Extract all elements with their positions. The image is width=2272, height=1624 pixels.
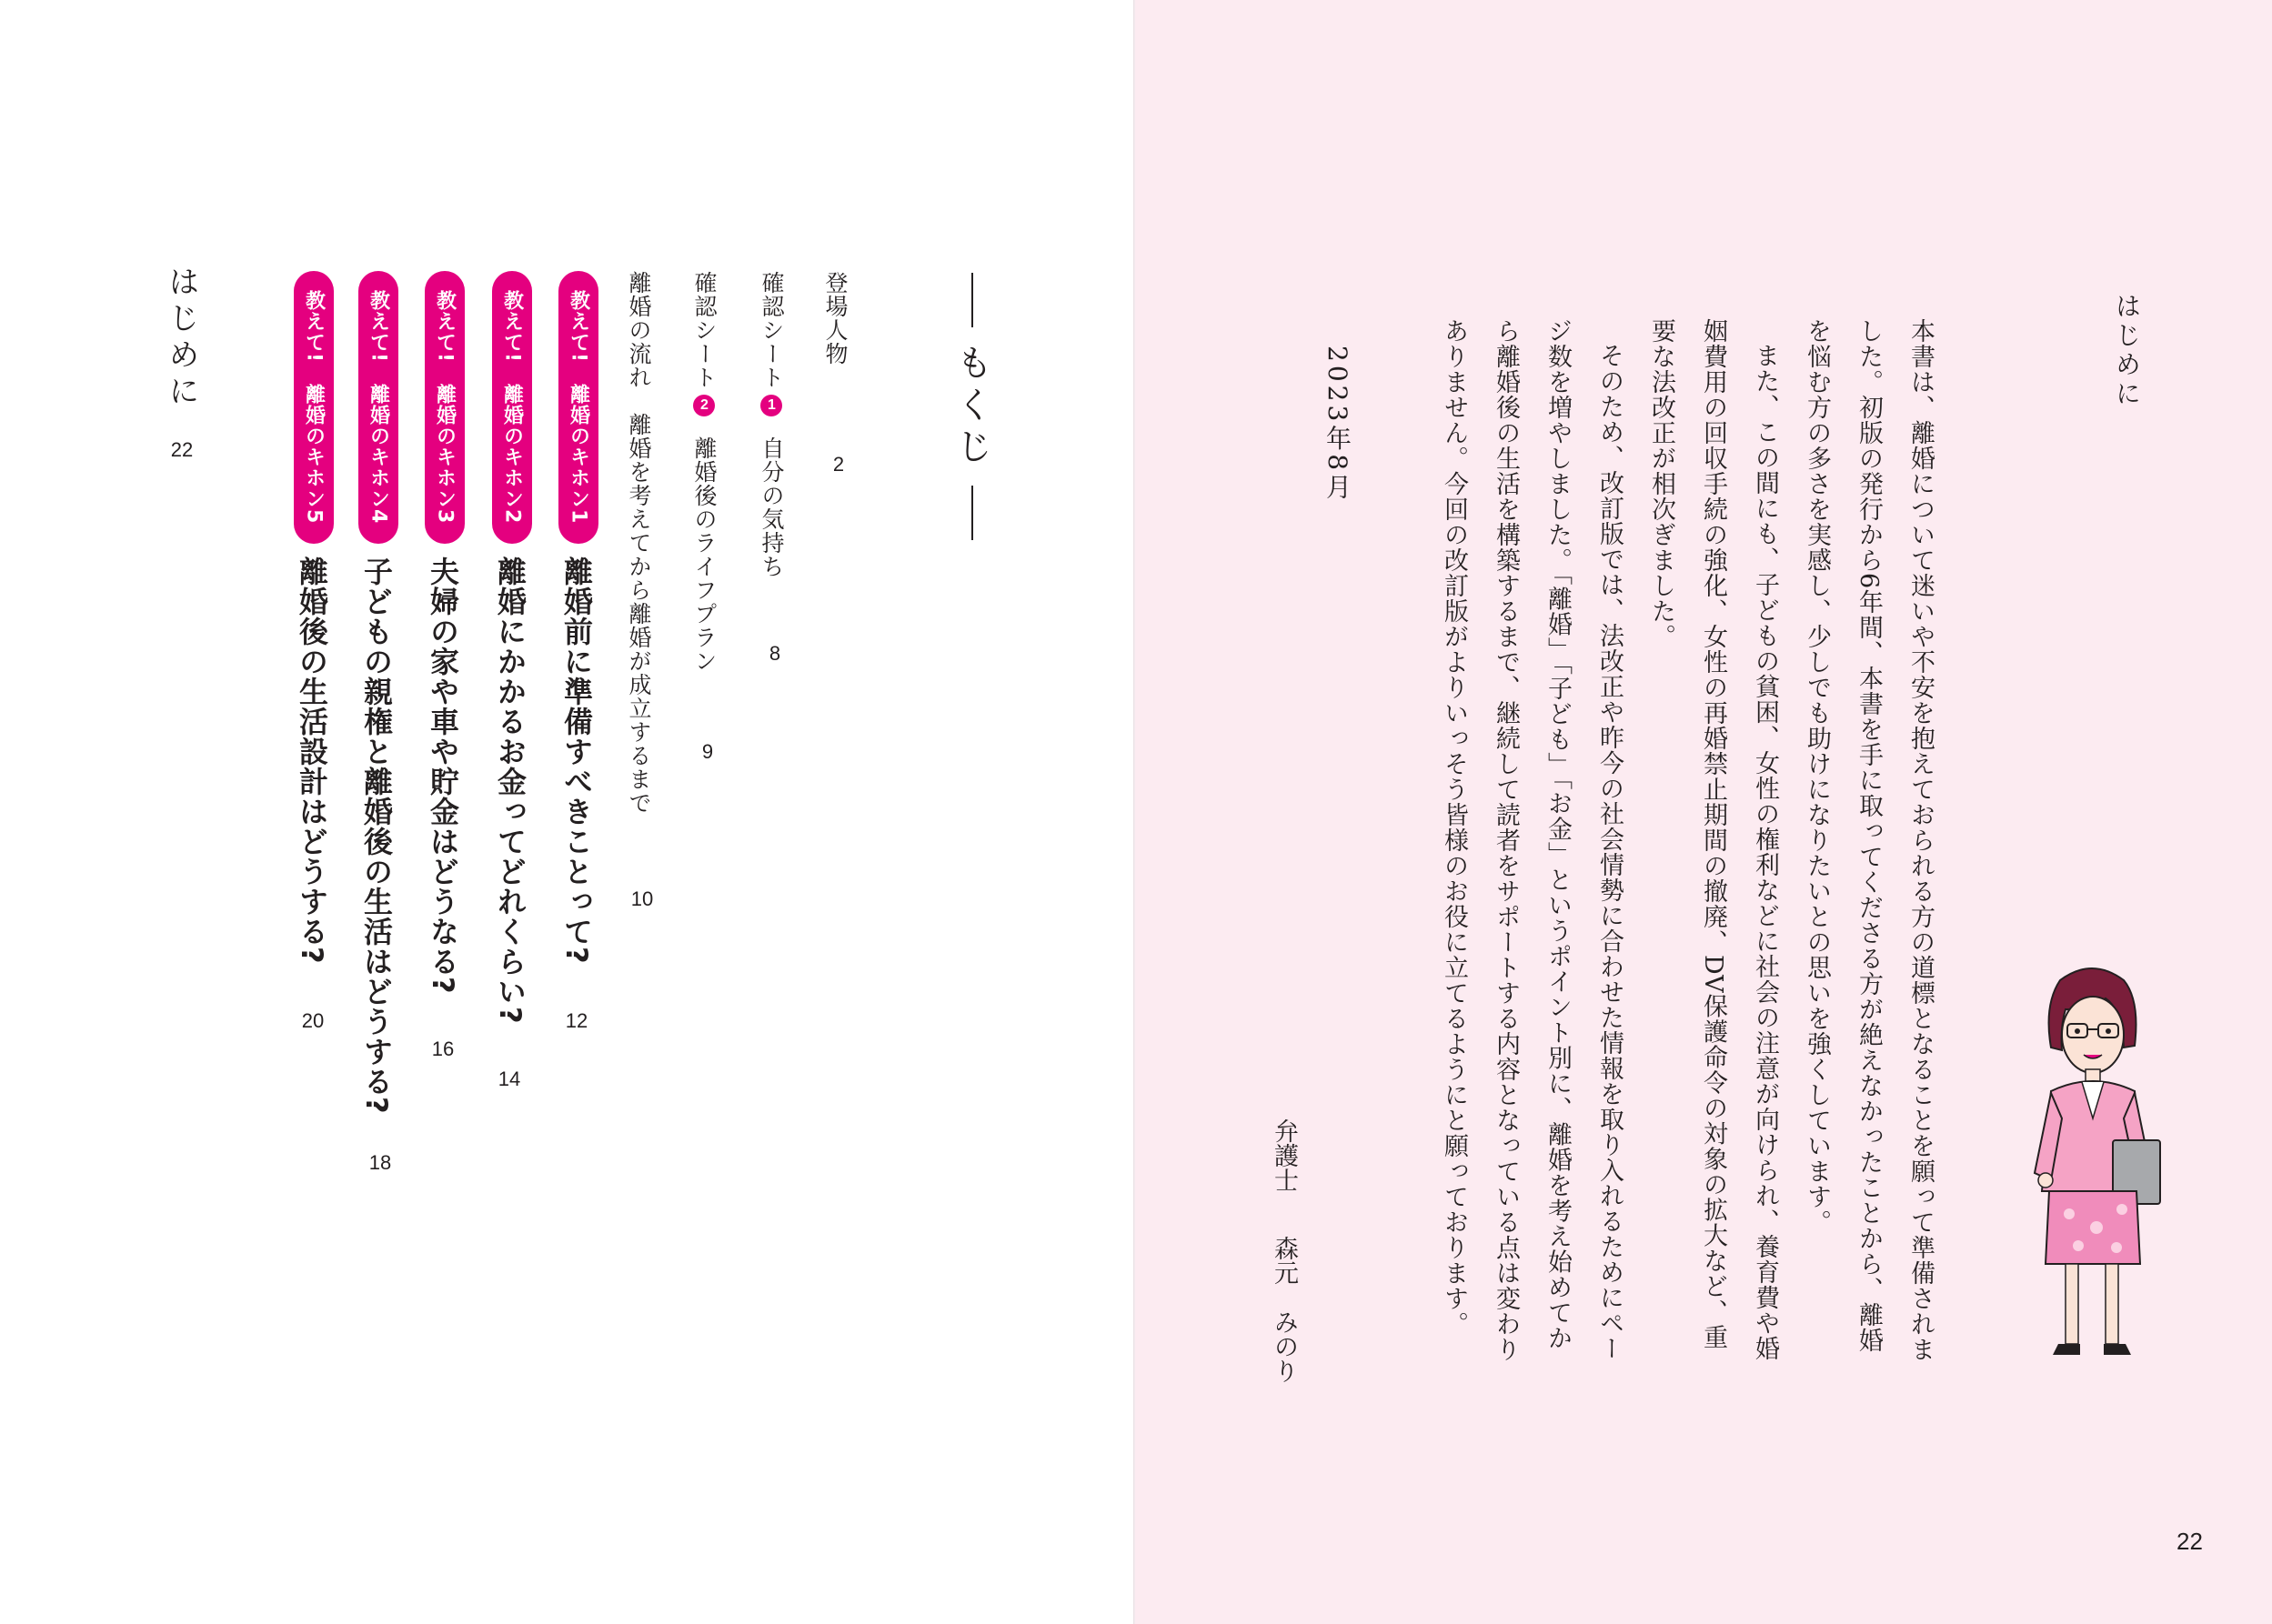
check-sheet-badge-1: 1 xyxy=(760,395,782,416)
kihon-3-title[interactable]: 夫婦の家や車や貯金はどうなる? xyxy=(426,556,460,995)
kihon-4-pill: 教えて! 離婚のキホン4 xyxy=(358,271,398,544)
toc-page-introduction: 22 xyxy=(170,438,194,461)
kihon-5-title[interactable]: 離婚後の生活設計はどうする? xyxy=(295,556,329,965)
check-sheet-label: 確認シート xyxy=(759,271,785,389)
kihon-5-pill: 教えて! 離婚のキホン5 xyxy=(294,271,334,544)
toc-page-check-sheet-1: 8 xyxy=(769,642,781,665)
toc-heading-rule-bottom xyxy=(971,486,973,540)
check-sheet-1-title: 自分の気持ち xyxy=(759,436,785,578)
intro-body xyxy=(1428,318,1946,1364)
toc-item-characters[interactable]: 登場人物 xyxy=(822,271,849,366)
intro-title: はじめに xyxy=(2112,293,2142,409)
toc-page-kihon-5: 20 xyxy=(301,1009,325,1032)
toc-page-kihon-4: 18 xyxy=(368,1151,392,1174)
toc-title: もくじ xyxy=(950,344,992,469)
toc-item-divorce-flow[interactable]: 離婚の流れ 離婚を考えてから離婚が成立するまで xyxy=(626,271,652,815)
toc-page-kihon-3: 16 xyxy=(431,1038,455,1060)
check-sheet-badge-2: 2 xyxy=(693,395,715,416)
kihon-1-title[interactable]: 離婚前に準備すべきことって? xyxy=(559,556,594,965)
toc-page-divorce-flow: 10 xyxy=(630,887,654,910)
toc-page-characters: 2 xyxy=(832,453,845,476)
kihon-2-title[interactable]: 離婚にかかるお金ってどれくらい? xyxy=(493,556,528,1025)
toc-item-check-sheet-2[interactable] xyxy=(693,271,716,673)
signature-role: 弁護士 xyxy=(1270,1118,1298,1192)
toc-page-kihon-2: 14 xyxy=(498,1068,521,1090)
toc-item-check-sheet-1[interactable] xyxy=(760,271,783,578)
page-number: 22 xyxy=(2176,1528,2203,1555)
kihon-2-pill: 教えて! 離婚のキホン2 xyxy=(492,271,532,544)
check-sheet-2-title: 離婚後のライフプラン xyxy=(691,436,718,673)
kihon-1-pill: 教えて! 離婚のキホン1 xyxy=(558,271,598,544)
toc-page-check-sheet-2: 9 xyxy=(701,740,714,763)
kihon-3-pill: 教えて! 離婚のキホン3 xyxy=(425,271,465,544)
intro-signature xyxy=(1266,1118,1302,1383)
signature-name: 森元 みのり xyxy=(1270,1236,1298,1383)
toc-page-kihon-1: 12 xyxy=(565,1009,588,1032)
intro-paragraph-3: そのため、改訂版では、法改正や昨今の社会情勢に合わせた情報を取り入れるためにページ数を増やしました。「離婚」「子ども」「お金」というポイント別に、離婚を考え始めてから離婚後の生活を構築するまで、継続して読者をサポートする内容となっている点は変わりありません。今回の改訂版がよりいっそう皆様のお役に立てるようにと願っております。 xyxy=(1440,318,1624,1362)
intro-paragraph-1: 本書は、離婚について迷いや不安を抱えておられる方の道標となることを願って準備されました。初版の発行から6年間、本書を手に取ってくださる方が絶えなかったことから、離婚を悩む方の多さを実感し、少しでも助けになりたいとの思いを強くしています。 xyxy=(1803,318,1935,1362)
intro-paragraph-2: また、この間にも、子どもの貧困、女性の権利などに社会の注意が向けられ、養育費や婚姻費用の回収手続の強化、女性の再婚禁止期間の撤廃、DV保護命令の対象の拡大など、重要な法改正が相次ぎました。 xyxy=(1647,318,1779,1361)
lawyer-woman-illustration xyxy=(2015,964,2169,1364)
intro-date: 2023年8月 xyxy=(1322,346,1352,504)
page-gutter xyxy=(1133,0,1135,1624)
kihon-4-title[interactable]: 子どもの親権と離婚後の生活はどうする? xyxy=(359,556,394,1115)
toc-heading xyxy=(946,273,998,540)
toc-heading-rule-top xyxy=(971,273,973,327)
toc-item-introduction[interactable]: はじめに xyxy=(163,266,199,411)
check-sheet-label: 確認シート xyxy=(691,271,718,389)
